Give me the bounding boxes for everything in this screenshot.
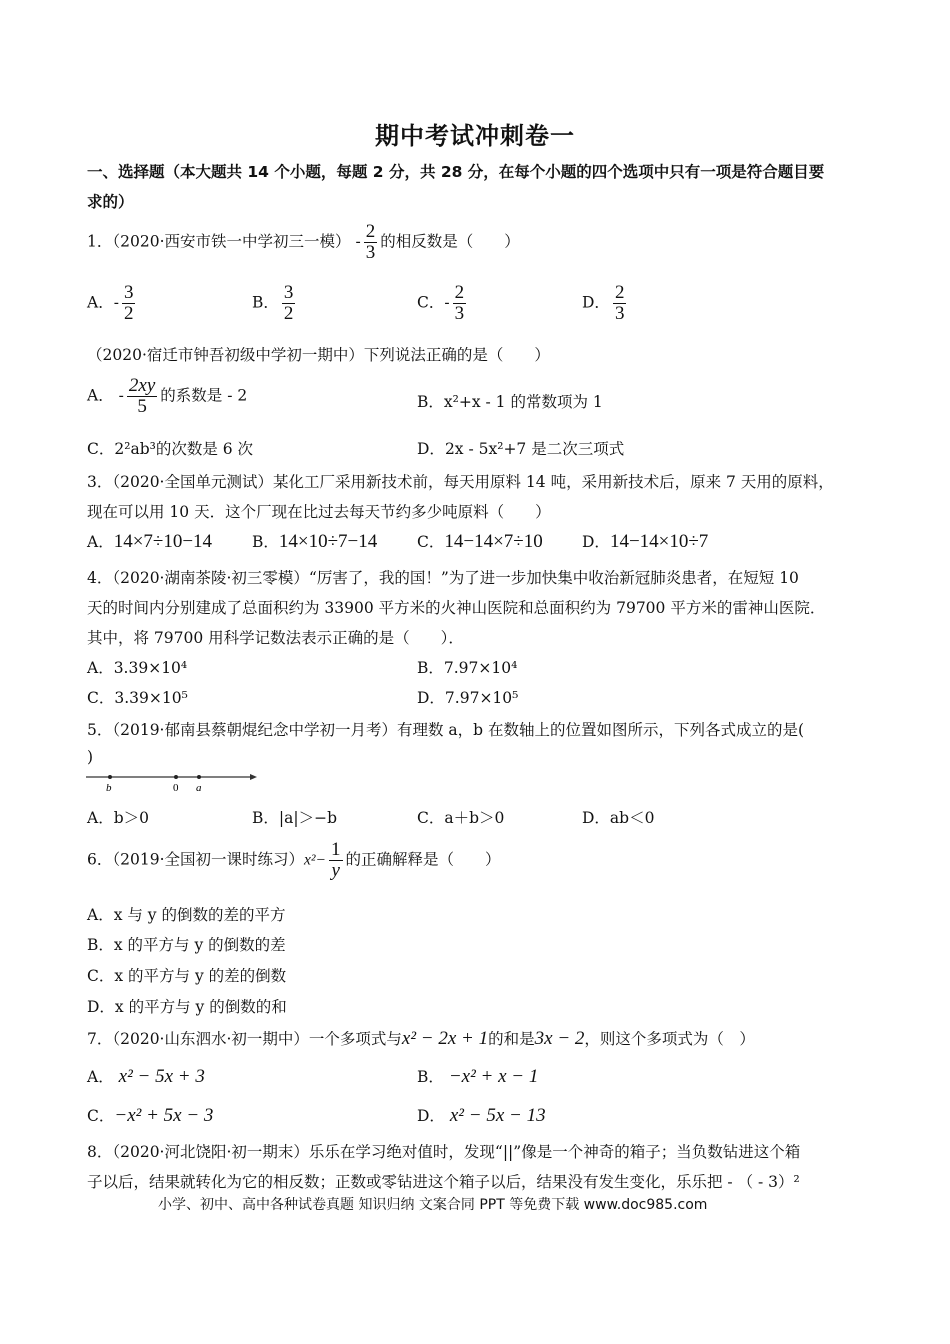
q4-option-b: B．7.97×10⁴: [417, 659, 518, 677]
minus-sign: -: [355, 232, 361, 251]
q1-option-d: D． $\frac{2}{3}$: [582, 282, 625, 324]
q4-option-d: D．7.97×10⁵: [417, 689, 519, 707]
label-zero: 0: [173, 782, 179, 794]
q2-option-d: D．2x - 5x²+7 是二次三项式: [417, 440, 625, 458]
label-b: b: [106, 782, 112, 794]
q7-option-b: B． −x² + x − 1: [417, 1066, 539, 1087]
q7-option-a: A． x² − 5x + 3: [87, 1066, 205, 1087]
label-a: a: [196, 782, 202, 794]
question-4-cont2: 其中，将 79700 用科学记数法表示正确的是（ ）．: [87, 629, 464, 647]
q5-option-a: A．b＞0: [87, 809, 149, 827]
number-line-arrow: [250, 774, 257, 780]
question-5: 5．（2019·郁南县蔡朝焜纪念中学初一月考）有理数 a，b 在数轴上的位置如图所示，下列各式成立的是(: [87, 721, 805, 739]
q2-option-c: C．2²ab³的次数是 6 次: [87, 440, 254, 458]
q1-option-c: C．- $\frac{2}{3}$: [417, 282, 465, 324]
point-b: [108, 775, 112, 779]
question-4-cont: 天的时间内分别建成了总面积约为 33900 平方米的火神山医院和总面积约为 79700 平方米的雷神山医院．: [87, 599, 826, 617]
q7-option-d: D． x² − 5x − 13: [417, 1105, 546, 1126]
question-4: 4．（2020·湖南茶陵·初三零模）“厉害了，我的国！”为了进一步加快集中收治新冠肺炎患者，在短短 10: [87, 569, 799, 587]
question-7: 7．（2020·山东泗水·初一期中）一个多项式与x² − 2x + 1的和是3x − 2，则这个多项式为（ ）: [87, 1028, 755, 1049]
question-8-cont: 子以后，结果就转化为它的相反数；正数或零钻进这个箱子以后，结果没有发生变化，乐乐把 - （ - 3）²: [87, 1173, 800, 1191]
q6-option-a: A．x 与 y 的倒数的差的平方: [87, 906, 286, 924]
q2-option-a: A． - $\frac{2xy}{5}$ 的系数是 - 2: [87, 375, 248, 417]
q3-option-c: C．14−14×7÷10: [417, 531, 543, 552]
section-heading-cont: 求的）: [87, 193, 134, 211]
q6-option-d: D．x 的平方与 y 的倒数的和: [87, 998, 287, 1016]
q5-option-c: C．a＋b＞0: [417, 809, 505, 827]
q1-option-a: A．- $\frac{3}{2}$: [87, 282, 134, 324]
q5-option-b: B．|a|＞−b: [252, 809, 337, 827]
question-source: （2020·西安市铁一中学初三一模）: [112, 232, 351, 251]
q3-option-a: A．14×7÷10−14: [87, 531, 213, 552]
q4-option-c: C．3.39×10⁵: [87, 689, 188, 707]
q5-option-d: D．ab＜0: [582, 809, 655, 827]
q3-option-b: B．14×10÷7−14: [252, 531, 378, 552]
q1-option-b: B． $\frac{3}{2}$: [252, 282, 294, 324]
point-a: [197, 775, 201, 779]
number-line-figure: [86, 770, 258, 794]
page-title: 期中考试冲刺卷一: [375, 122, 575, 150]
question-6: 6．（2019·全国初一课时练习）x²− $\frac{1}{y}$ 的正确解释是（ ）: [87, 839, 501, 881]
fraction: $\frac{2}{3}$: [365, 221, 376, 263]
question-3-cont: 现在可以用 10 天．这个厂现在比过去每天节约多少吨原料（ ）: [87, 503, 551, 521]
question-tail: 的相反数是（ ）: [380, 232, 520, 251]
question-3: 3．（2020·全国单元测试）某化工厂采用新技术前，每天用原料 14 吨，采用新技术后，原来 7 天用的原料，: [87, 473, 834, 491]
q6-option-c: C．x 的平方与 y 的差的倒数: [87, 967, 287, 985]
q6-option-b: B．x 的平方与 y 的倒数的差: [87, 936, 286, 954]
q2-option-b: B．x²+x - 1 的常数项为 1: [417, 393, 603, 411]
question-1: [87, 222, 520, 263]
section-heading: 一、选择题（本大题共 14 个小题，每题 2 分，共 28 分，在每个小题的四个选项中只有一项是符合题目要: [87, 163, 825, 181]
question-2: （2020·宿迁市钟吾初级中学初一期中）下列说法正确的是（ ）: [87, 346, 550, 364]
question-5-cont: ): [87, 748, 94, 766]
question-number: 1．: [87, 232, 113, 251]
q7-option-c: C．−x² + 5x − 3: [87, 1105, 214, 1126]
q4-option-a: A．3.39×10⁴: [87, 659, 188, 677]
page-footer: 小学、初中、高中各种试卷真题 知识归纳 文案合同 PPT 等免费下载 www.doc985.com: [158, 1197, 708, 1213]
q3-option-d: D．14−14×10÷7: [582, 531, 709, 552]
point-zero: [174, 775, 178, 779]
question-8: 8．（2020·河北饶阳·初一期末）乐乐在学习绝对值时，发现“||”像是一个神奇的箱子；当负数钻进这个箱: [87, 1143, 801, 1161]
